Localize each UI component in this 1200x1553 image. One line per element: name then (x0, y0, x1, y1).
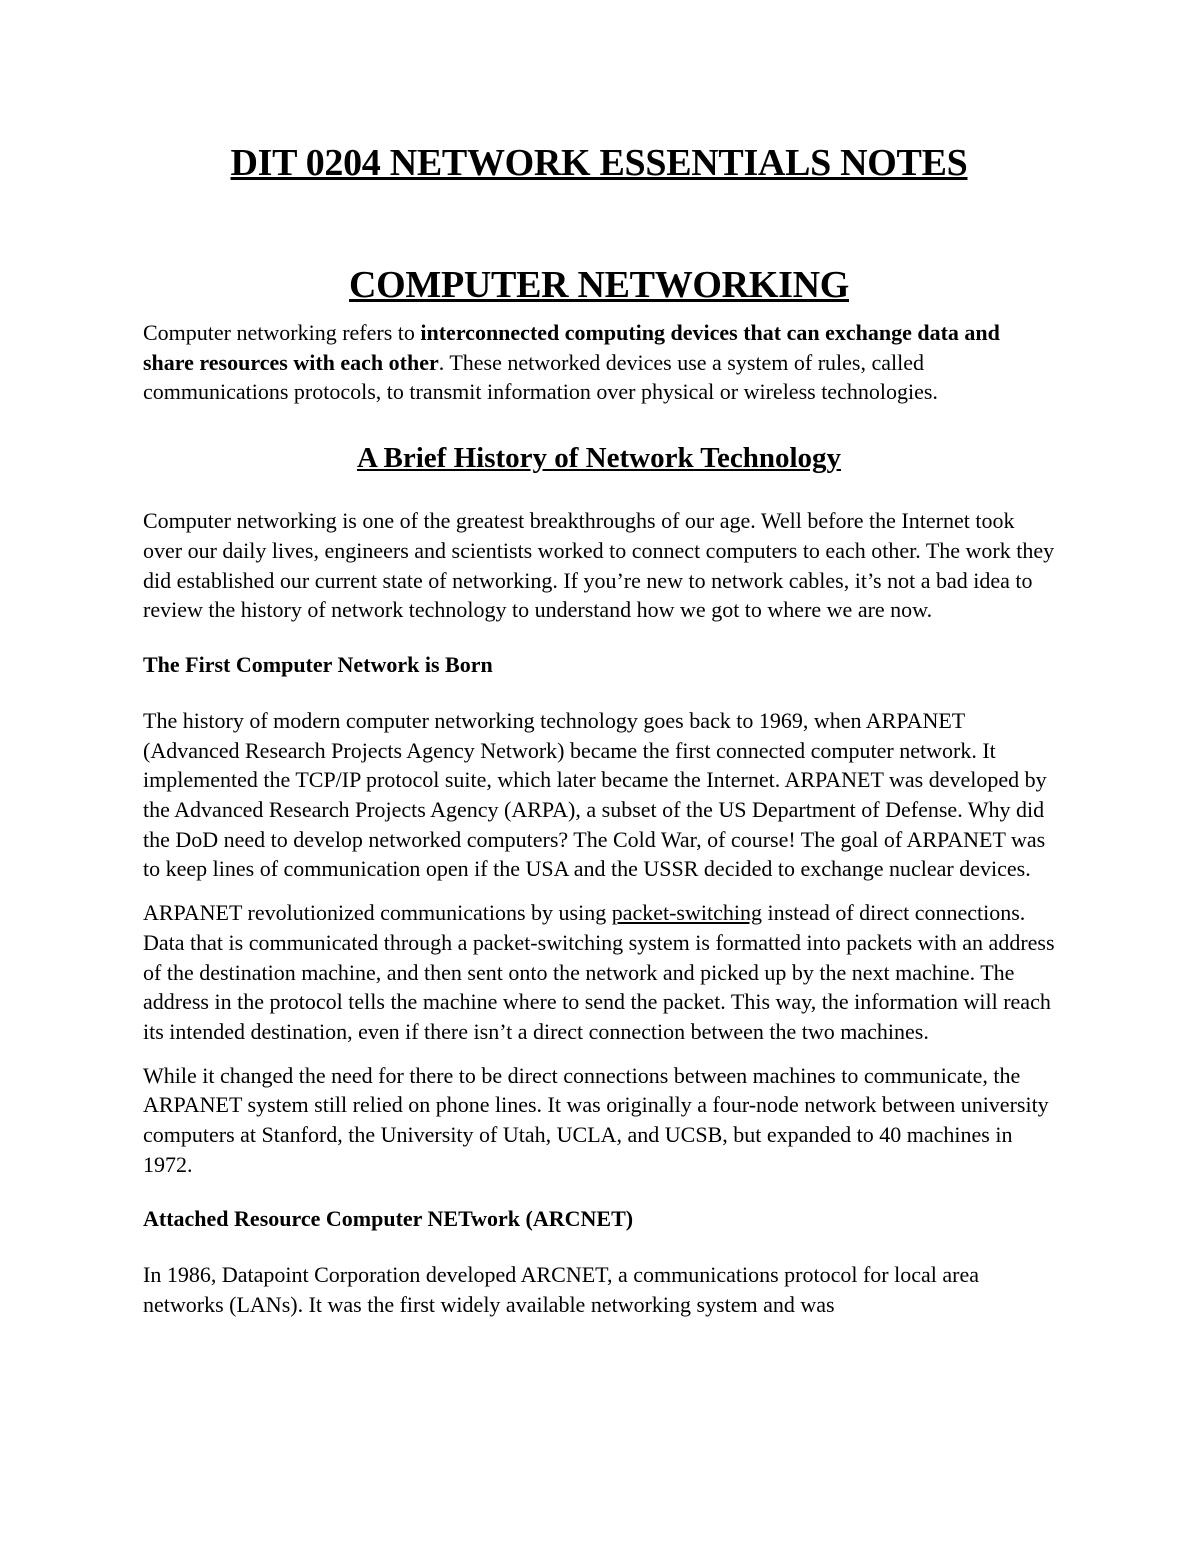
document-body (143, 140, 1055, 1320)
intro-bold-text: interconnected computing devices that can exchange data and share resources with each other (143, 320, 1000, 375)
packet-switching-lead-text: ARPANET revolutionized communications by using (143, 900, 612, 926)
intro-paragraph (143, 318, 1055, 407)
arcnet-paragraph: In 1986, Datapoint Corporation developed ARCNET, a communications protocol for local area networks (LANs). It was the first widely available networking system and was (143, 1262, 979, 1318)
packet-switching-link[interactable]: packet-switching (611, 900, 762, 926)
first-network-paragraph-3: While it changed the need for there to be direct connections between machines to communicate, the ARPANET system still relied on phone lines. It was originally a four-node network between university computers at Stanford, the University of Utah, UCLA, and UCSB, but expanded to 40 machines in 1972. (143, 1062, 1049, 1177)
section-title: COMPUTER NETWORKING (349, 264, 849, 306)
document-title: DIT 0204 NETWORK ESSENTIALS NOTES (230, 142, 968, 184)
history-paragraph: Computer networking is one of the greatest breakthroughs of our age. Well before the Internet took over our daily lives, engineers and scientists worked to connect computers to each other. The work they did established our current state of networking. If you’re new to network cables, it’s not a bad idea to review the history of network technology to understand how we got to where we are now. (143, 508, 1055, 623)
packet-switching-rest-text: instead of direct connections. Data that is communicated through a packet-switching system is formatted into packets with an address of the destination machine, and then sent onto the network and picked up by the next machine. The address in the protocol tells the machine where to send the packet. This way, the information will reach its intended destination, even if there isn’t a direct connection between the two machines. (143, 900, 1055, 1044)
first-network-heading: The First Computer Network is Born (143, 651, 493, 677)
arcnet-heading: Attached Resource Computer NETwork (ARCNET) (143, 1206, 634, 1232)
first-network-paragraph-1: The history of modern computer networking technology goes back to 1969, when ARPANET (Advanced Research Projects Agency Network) became the first connected computer network. It implemented the TCP/IP protocol suite, which later became the Internet. ARPANET was developed by the Advanced Research Projects Agency (ARPA), a subset of the US Department of Defense. Why did the DoD need to develop networked computers? The Cold War, of course! The goal of ARPANET was to keep lines of communication open if the USA and the USSR decided to exchange nuclear devices. (143, 707, 1047, 882)
intro-lead-text: Computer networking refers to (143, 320, 421, 345)
intro-rest-text: . These networked devices use a system of rules, called communications protocols, to transmit information over physical or wireless technologies. (143, 349, 938, 405)
history-title: A Brief History of Network Technology (356, 442, 842, 475)
first-network-paragraph-2 (143, 898, 1055, 1047)
